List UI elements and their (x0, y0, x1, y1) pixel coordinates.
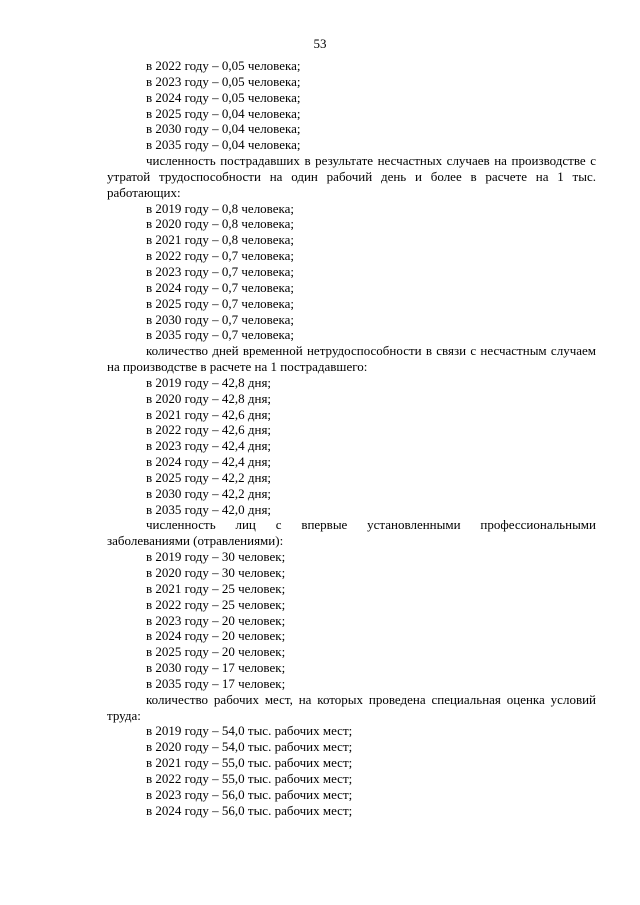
list-item: в 2020 году – 54,0 тыс. рабочих мест; (146, 739, 353, 755)
list-item: в 2020 году – 42,8 дня; (146, 390, 272, 406)
list-item: в 2025 году – 42,2 дня; (146, 469, 272, 485)
indicator-list-group-4 (107, 517, 596, 691)
page-number: 53 (313, 36, 327, 51)
list-item: в 2019 году – 42,8 дня; (146, 374, 272, 390)
indicator-heading: количество дней временной нетрудоспособности в связи с несчастным случаем на производстве в расчете на 1 пострадавшего: (107, 343, 596, 375)
list-item: в 2020 году – 0,8 человека; (146, 216, 295, 232)
list-item: в 2023 году – 42,4 дня; (146, 438, 272, 454)
list-item: в 2025 году – 20 человек; (146, 644, 286, 660)
document-body (107, 58, 596, 819)
indicator-heading: количество рабочих мест, на которых проведена специальная оценка условий труда: (107, 691, 596, 723)
list-item: в 2024 году – 56,0 тыс. рабочих мест; (146, 802, 353, 818)
list-item: в 2035 году – 42,0 дня; (146, 501, 272, 517)
list-item: в 2025 году – 0,04 человека; (146, 105, 301, 121)
list-item: в 2024 году – 20 человек; (146, 628, 286, 644)
list-item: в 2022 году – 25 человек; (146, 596, 286, 612)
list-item: в 2024 году – 0,05 человека; (146, 89, 301, 105)
list-item: в 2021 году – 0,8 человека; (146, 232, 295, 248)
list-item: в 2022 году – 0,7 человека; (146, 248, 295, 264)
indicator-heading: численность лиц с впервые установленными профессиональными заболеваниями (отравлениями): (107, 517, 596, 549)
list-item: в 2023 году – 0,7 человека; (146, 263, 295, 279)
list-item: в 2019 году – 54,0 тыс. рабочих мест; (146, 723, 353, 739)
list-item: в 2030 году – 17 человек; (146, 660, 286, 676)
list-item: в 2030 году – 42,2 дня; (146, 485, 272, 501)
list-item: в 2021 году – 42,6 дня; (146, 406, 272, 422)
list-item: в 2022 году – 55,0 тыс. рабочих мест; (146, 770, 353, 786)
list-item: в 2035 году – 0,04 человека; (146, 137, 301, 153)
list-item: в 2030 году – 0,04 человека; (146, 121, 301, 137)
indicator-list-group-5 (107, 692, 596, 819)
list-item: в 2023 году – 0,05 человека; (146, 73, 301, 89)
list-item: в 2023 году – 20 человек; (146, 612, 286, 628)
list-item: в 2035 году – 0,7 человека; (146, 327, 295, 343)
list-item: в 2030 году – 0,7 человека; (146, 311, 295, 327)
list-item: в 2022 году – 0,05 человека; (146, 58, 301, 73)
list-item: в 2023 году – 56,0 тыс. рабочих мест; (146, 786, 353, 802)
list-item: в 2021 году – 25 человек; (146, 580, 286, 596)
list-item: в 2021 году – 55,0 тыс. рабочих мест; (146, 755, 353, 771)
list-item: в 2022 году – 42,6 дня; (146, 422, 272, 438)
indicator-list-group-2 (107, 153, 596, 343)
list-item: в 2024 году – 42,4 дня; (146, 454, 272, 470)
list-item: в 2020 году – 30 человек; (146, 565, 286, 580)
list-item: в 2019 году – 0,8 человека; (146, 200, 295, 216)
indicator-list-group-3 (107, 343, 596, 517)
list-item: в 2019 году – 30 человек; (146, 549, 286, 565)
indicator-heading: численность пострадавших в результате несчастных случаев на производстве с утратой трудоспособности на один рабочий день и более в расчете на 1 тыс. работающих: (107, 153, 596, 200)
list-item: в 2024 году – 0,7 человека; (146, 279, 295, 295)
indicator-list-group-1 (107, 58, 596, 153)
list-item: в 2035 году – 17 человек; (146, 675, 286, 691)
list-item: в 2025 году – 0,7 человека; (146, 295, 295, 311)
